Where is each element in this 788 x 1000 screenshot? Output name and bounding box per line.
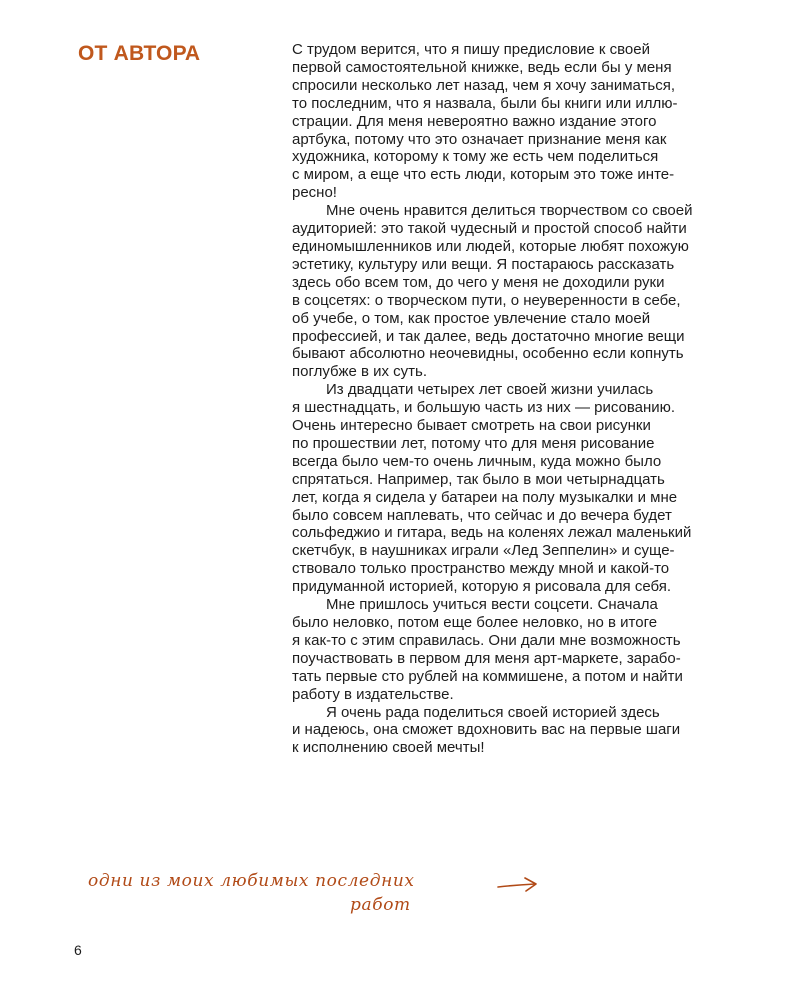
caption-line-1: одни из моих любимых последних (88, 871, 415, 891)
paragraph-5: Я очень рада поделиться своей историей здесь и надеюсь, она сможет вдохновить вас на первые шаги к исполнению своей мечты! (292, 703, 681, 757)
paragraph-2: Мне очень нравится делиться творчеством со своей аудиторией: это такой чудесный и простой способ найти единомышленников или людей, которые любят похожую эстетику, культуру или вещи. Я постараюсь рассказать здесь обо всем том, до чего у меня не доходили руки в соцсетях: о творческом пути, о неуверенности в себе, об учебе, о том, как простое увлечение стало моей профессией, и так далее, ведь достаточно многие вещи бывают абсолютно неочевидны, особенно если копнуть поглубже в их суть. (292, 202, 693, 381)
paragraph-4: Мне пришлось учиться вести соцсети. Сначала было неловко, потом еще более неловко, но в итоге я как-то с этим справилась. Они дали мне возможность поучаствовать в первом для меня арт-маркете, зарабо- тать первые сто рублей на коммишене, а потом и найти работу в издательстве. (292, 596, 683, 703)
caption-line-2: работ (350, 895, 411, 915)
preface-text (292, 41, 717, 757)
paragraph-3: Из двадцати четырех лет своей жизни училась я шестнадцать, и большую часть из них — рисованию. Очень интересно бывает смотреть на свои рисунки по прошествии лет, потому что для меня рисование всегда было чем-то очень личным, куда можно было спрятаться. Например, так было в мои четырнадцать лет, когда я сидела у батареи на полу музыкалки и мне было совсем наплевать, что сейчас и до вечера будет сольфеджио и гитара, ведь на коленях лежал маленький скетчбук, в наушниках играли «Лед Зеппелин» и суще- ствовало только пространство между мной и какой-то придуманной историей, которую я рисовала для себя. (292, 381, 692, 596)
paragraph-1: С трудом верится, что я пишу предисловие к своей первой самостоятельной книжке, ведь если бы у меня спросили несколько лет назад, чем я хочу заниматься, то последним, что я назвала, были бы книги или иллю- страции. Для меня невероятно важно издание этого артбука, потому что это означает признание меня как художника, которому к тому же есть чем поделиться с миром, а еще что есть люди, которым это тоже инте- ресно! (292, 41, 678, 202)
handwritten-caption (88, 858, 548, 928)
page-number: 6 (74, 942, 82, 958)
arrow-right-icon (498, 878, 536, 891)
page-heading: ОТ АВТОРА (78, 42, 201, 65)
handwritten-caption-svg (88, 858, 548, 928)
